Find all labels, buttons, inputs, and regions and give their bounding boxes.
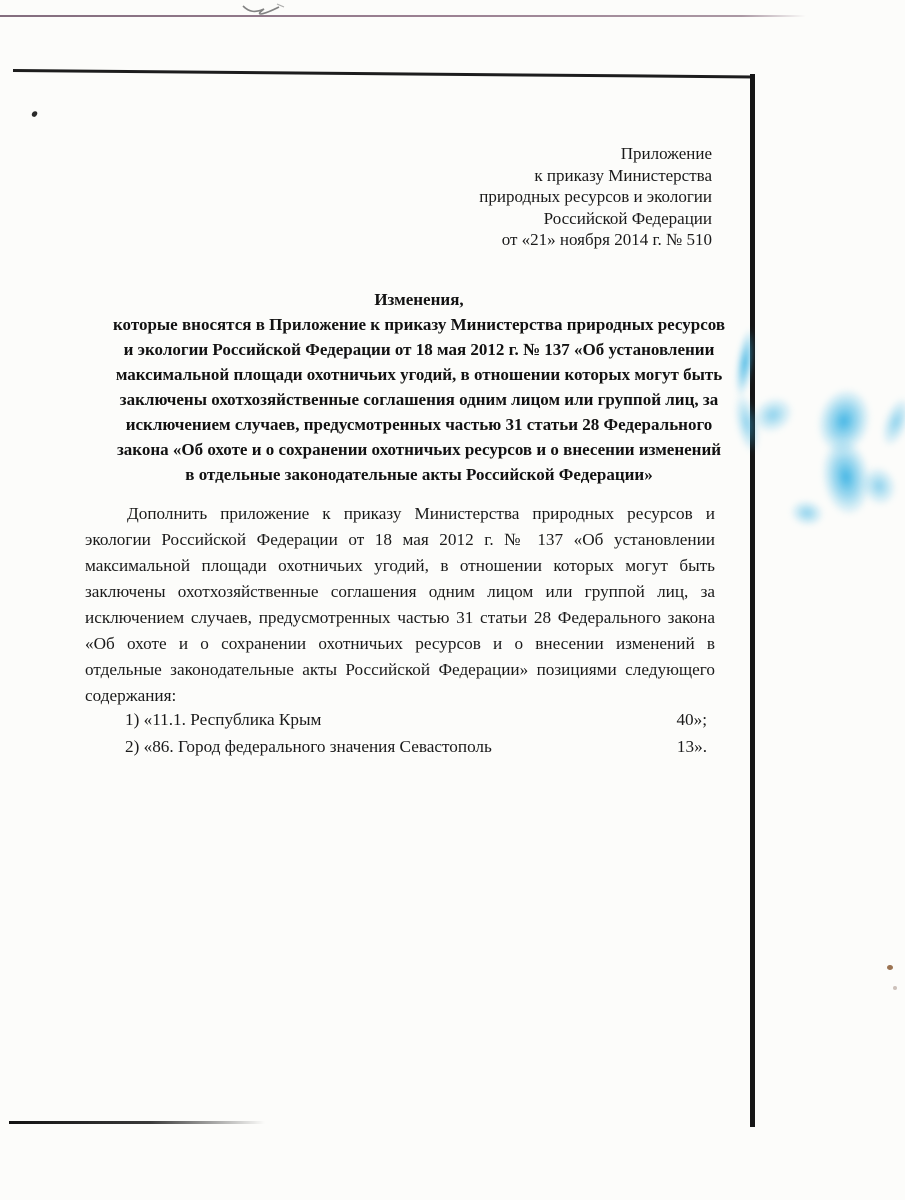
- list-item-text: 2) «86. Город федерального значения Севастополь: [125, 736, 492, 756]
- scan-border-bottom: [9, 1121, 265, 1124]
- title-line: и экологии Российской Федерации от 18 мая 2012 г. № 137 «Об установлении: [123, 340, 715, 359]
- body-line: отдельные законодательные акты Российской Федерации» позициями следующего: [85, 660, 715, 679]
- scan-ruled-line-top: [0, 15, 806, 17]
- title-line: в отдельные законодательные акты Российской Федерации»: [185, 465, 653, 484]
- title-line: исключением случаев, предусмотренных частью 31 статьи 28 Федерального: [125, 415, 713, 434]
- pen-squiggle-mark: [237, 0, 297, 20]
- body-line: заключены охотхозяйственные соглашения одним лицом или группой лиц, за: [85, 582, 715, 601]
- body-line: экологии Российской Федерации от 18 мая 2012 г. № 137 «Об установлении: [85, 530, 715, 549]
- list-item-value: 40»;: [676, 710, 707, 729]
- title-line: максимальной площади охотничьих угодий, в отношении которых могут быть: [115, 365, 723, 384]
- ink-speck: [31, 110, 38, 118]
- body-paragraph: [85, 501, 715, 709]
- title-line: Изменения,: [374, 290, 464, 309]
- annex-header-line: природных ресурсов и экологии: [479, 187, 712, 206]
- document-title: [83, 287, 755, 487]
- list-item: [85, 734, 715, 761]
- stamp-blob: [788, 497, 826, 529]
- body-line: максимальной площади охотничьих угодий, в отношении которых могут быть: [85, 556, 715, 575]
- scan-border-right: [750, 74, 755, 1127]
- position-list: [85, 707, 715, 760]
- annex-header-line: к приказу Министерства: [534, 165, 712, 185]
- body-line: исключением случаев, предусмотренных частью 31 статьи 28 Федерального закона: [85, 608, 715, 627]
- body-line: «Об охоте и о сохранении охотничьих ресурсов и о внесении изменений в: [85, 634, 715, 653]
- scan-border-top: [13, 69, 754, 78]
- annex-header-line: Приложение: [620, 144, 712, 163]
- annex-header-line: от «21» ноября 2014 г. № 510: [501, 230, 712, 249]
- list-item-value: 13».: [676, 736, 707, 756]
- list-item: [85, 707, 715, 734]
- body-line: Дополнить приложение к приказу Министерства природных ресурсов и: [127, 504, 715, 523]
- list-item-text: 1) «11.1. Республика Крым: [125, 710, 322, 729]
- stamp-blob: [876, 393, 905, 450]
- title-line: закона «Об охоте и о сохранении охотничьих ресурсов и о внесении изменений: [116, 440, 722, 459]
- ink-speck: [893, 986, 897, 990]
- body-line: содержания:: [85, 686, 177, 705]
- ink-speck: [887, 965, 893, 970]
- annex-header: [440, 143, 712, 251]
- annex-header-line: Российской Федерации: [543, 208, 712, 228]
- title-line: которые вносятся в Приложение к приказу Министерства природных ресурсов: [112, 315, 726, 334]
- title-line: заключены охотхозяйственные соглашения одним лицом или группой лиц, за: [119, 390, 719, 409]
